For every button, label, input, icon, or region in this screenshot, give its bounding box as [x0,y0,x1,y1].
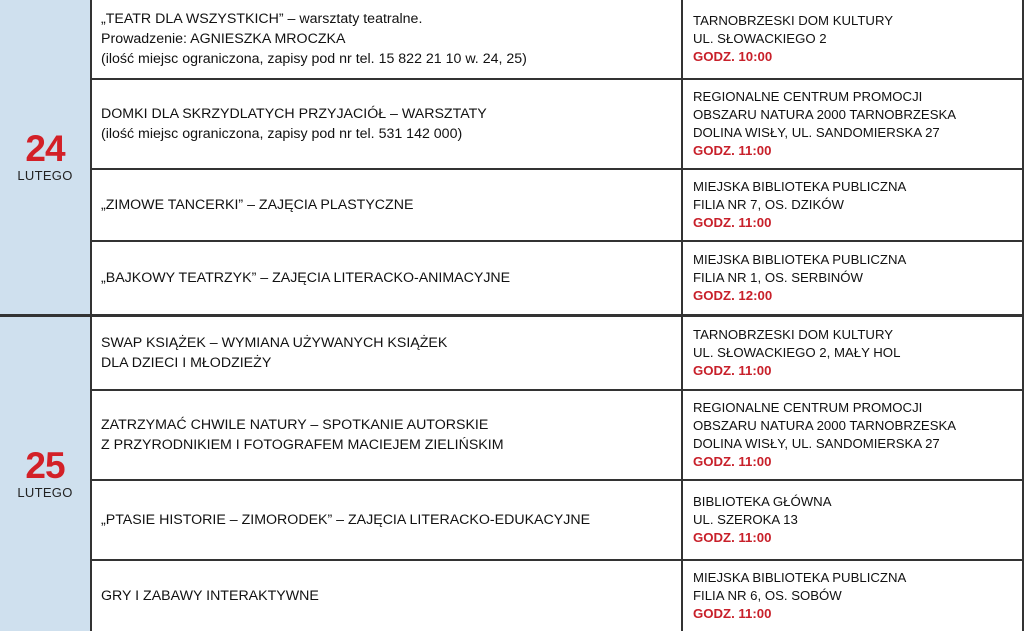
event-venue-cell [683,80,1024,168]
event-time: GODZ. 12:00 [693,287,773,303]
event-venue-line: FILIA NR 7, OS. DZIKÓW [693,196,844,212]
event-venue-cell [683,242,1024,314]
event-title-line: „TEATR DLA WSZYSTKICH” – warsztaty teatralne. [101,10,423,27]
event-venue-line: REGIONALNE CENTRUM PROMOCJI [693,89,923,104]
event-title-line: GRY I ZABAWY INTERAKTYWNE [101,587,319,604]
event-title-line: DLA DZIECI I MŁODZIEŻY [101,354,272,371]
event-title-line: SWAP KSIĄŻEK – WYMIANA UŻYWANYCH KSIĄŻEK [101,334,448,351]
event-title-line: Z PRZYRODNIKIEM I FOTOGRAFEM MACIEJEM ZIELIŃSKIM [101,436,504,453]
event-title-cell [92,0,683,78]
event-venue-line: BIBLIOTEKA GŁÓWNA [693,493,832,509]
table-row [92,242,1024,314]
event-title-line: „BAJKOWY TEATRZYK” – ZAJĘCIA LITERACKO-ANIMACYJNE [101,269,511,286]
event-venue-line: UL. SŁOWACKIEGO 2, MAŁY HOL [693,344,901,360]
date-number: 25 [25,444,65,486]
event-venue-cell [683,170,1024,240]
table-row [92,481,1024,561]
event-venue-cell [683,317,1024,389]
event-title-cell [92,317,683,389]
event-venue-line: MIEJSKA BIBLIOTEKA PUBLICZNA [693,569,907,585]
event-list [92,317,1024,631]
event-title-cell [92,391,683,479]
event-title-line: „PTASIE HISTORIE – ZIMORODEK” – ZAJĘCIA LITERACKO-EDUKACYJNE [101,511,591,528]
event-title-cell [92,170,683,240]
event-venue-line: UL. SŁOWACKIEGO 2 [693,31,827,47]
event-title-line: DOMKI DLA SKRZYDLATYCH PRZYJACIÓŁ – WARSZTATY [101,105,487,122]
event-venue-line: OBSZARU NATURA 2000 TARNOBRZESKA [693,106,957,122]
date-cell [0,317,92,631]
event-venue-line: TARNOBRZESKI DOM KULTURY [693,326,894,342]
event-venue-line: OBSZARU NATURA 2000 TARNOBRZESKA [693,417,957,433]
event-title-cell [92,80,683,168]
event-venue-line: REGIONALNE CENTRUM PROMOCJI [693,399,923,415]
event-time: GODZ. 11:00 [693,214,772,230]
event-title-line: „ZIMOWE TANCERKI” – ZAJĘCIA PLASTYCZNE [101,196,414,213]
table-row [92,391,1024,481]
date-month: LUTEGO [17,167,73,183]
event-title-line: Prowadzenie: AGNIESZKA MROCZKA [101,30,346,47]
event-title-line: (ilość miejsc ograniczona, zapisy pod nr tel. 531 142 000) [101,125,463,142]
event-venue-cell [683,561,1024,631]
event-venue-cell [683,391,1024,479]
day-block [0,317,1024,631]
date-cell [0,0,92,314]
event-venue-cell [683,481,1024,559]
event-time: GODZ. 11:00 [693,362,772,378]
table-row [92,170,1024,242]
event-title-cell [92,561,683,631]
event-venue-line: TARNOBRZESKI DOM KULTURY [693,13,894,29]
event-title-cell [92,481,683,559]
event-venue-cell [683,0,1024,78]
event-time: GODZ. 11:00 [693,142,772,158]
event-time: GODZ. 11:00 [693,605,772,621]
event-time: GODZ. 11:00 [693,529,772,545]
table-row [92,80,1024,170]
event-list [92,0,1024,314]
date-month: LUTEGO [17,484,73,500]
table-row [92,317,1024,391]
event-title-line: ZATRZYMAĆ CHWILE NATURY – SPOTKANIE AUTORSKIE [101,416,489,433]
event-venue-line: DOLINA WISŁY, UL. SANDOMIERSKA 27 [693,124,940,140]
event-venue-line: FILIA NR 6, OS. SOBÓW [693,587,842,603]
event-venue-line: FILIA NR 1, OS. SERBINÓW [693,269,864,285]
event-venue-line: MIEJSKA BIBLIOTEKA PUBLICZNA [693,251,907,267]
event-venue-line: MIEJSKA BIBLIOTEKA PUBLICZNA [693,178,907,194]
event-title-line: (ilość miejsc ograniczona, zapisy pod nr tel. 15 822 21 10 w. 24, 25) [101,51,527,68]
table-row [92,0,1024,80]
event-venue-line: DOLINA WISŁY, UL. SANDOMIERSKA 27 [693,435,940,451]
event-venue-line: UL. SZEROKA 13 [693,511,798,527]
table-row [92,561,1024,631]
event-time: GODZ. 10:00 [693,48,773,64]
event-title-cell [92,242,683,314]
event-time: GODZ. 11:00 [693,453,772,469]
date-number: 24 [25,127,65,169]
